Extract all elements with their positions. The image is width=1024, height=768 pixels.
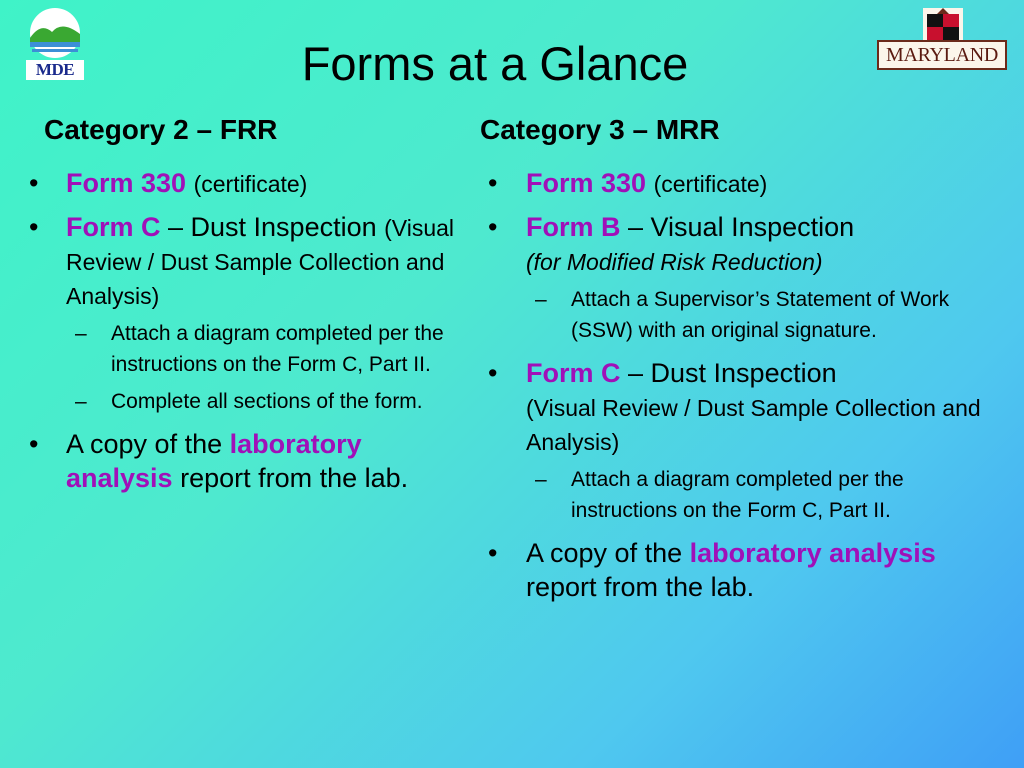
bullet-symbol: • (29, 168, 39, 198)
list-item (480, 210, 990, 346)
highlight-text: laboratory analysis (66, 429, 362, 493)
left-column-heading: Category 2 – FRR (44, 114, 278, 145)
sub-item-text: Attach a diagram completed per the instructions on the Form C, Part II. (571, 468, 904, 522)
dash-symbol: – (75, 390, 87, 413)
right-column (480, 110, 990, 614)
left-column (26, 110, 456, 505)
sub-item-text: Attach a diagram completed per the instructions on the Form C, Part II. (111, 322, 444, 376)
form-detail: (for Modified Risk Reduction) (526, 249, 823, 275)
form-name: Form 330 (526, 168, 647, 198)
form-detail: (Visual Review / Dust Sample Collection and Analysis) (526, 395, 981, 455)
right-column-heading: Category 3 – MRR (480, 114, 720, 145)
item-text: A copy of the (526, 538, 690, 568)
dash-symbol: – (535, 288, 547, 311)
form-name: Form B (526, 212, 621, 242)
page-title: Forms at a Glance (301, 37, 689, 90)
form-description: – Dust Inspection (160, 212, 377, 242)
bullet-symbol: • (488, 538, 498, 568)
form-description: (certificate) (193, 171, 308, 197)
bullet-symbol: • (29, 212, 39, 242)
list-item (480, 536, 990, 604)
sub-list (66, 318, 456, 417)
sub-list-item (526, 464, 990, 526)
sub-item-text: Complete all sections of the form. (111, 390, 423, 413)
sub-list (526, 464, 990, 526)
item-text: report from the lab. (172, 463, 409, 493)
bullet-symbol: • (488, 358, 498, 388)
form-name: Form C (526, 358, 621, 388)
list-item (480, 166, 990, 200)
bullet-symbol: • (29, 429, 39, 459)
maryland-logo-text: MARYLAND (877, 40, 1007, 70)
form-description: – Dust Inspection (620, 358, 837, 388)
sub-list (526, 284, 990, 346)
bullet-symbol: • (488, 168, 498, 198)
dash-symbol: – (75, 322, 87, 345)
form-name: Form C (66, 212, 161, 242)
list-item (26, 427, 456, 495)
sub-list-item (66, 318, 456, 380)
form-name: Form 330 (66, 168, 187, 198)
list-item (480, 356, 990, 526)
form-description: (certificate) (653, 171, 768, 197)
item-text: report from the lab. (526, 572, 755, 602)
dash-symbol: – (535, 468, 547, 491)
bullet-symbol: • (488, 212, 498, 242)
form-detail: (Visual Review / Dust Sample Collection and Analysis) (66, 215, 455, 309)
sub-list-item (66, 386, 456, 417)
form-description: – Visual Inspection (620, 212, 855, 242)
list-item (26, 210, 456, 417)
item-text: A copy of the (66, 429, 230, 459)
list-item (26, 166, 456, 200)
mde-logo-text: MDE (26, 60, 84, 80)
sub-item-text: Attach a Supervisor’s Statement of Work (SSW) with an original signature. (571, 288, 950, 342)
highlight-text: laboratory analysis (689, 538, 936, 568)
sub-list-item (526, 284, 990, 346)
right-bullet-list (480, 166, 990, 604)
left-bullet-list (26, 166, 456, 495)
